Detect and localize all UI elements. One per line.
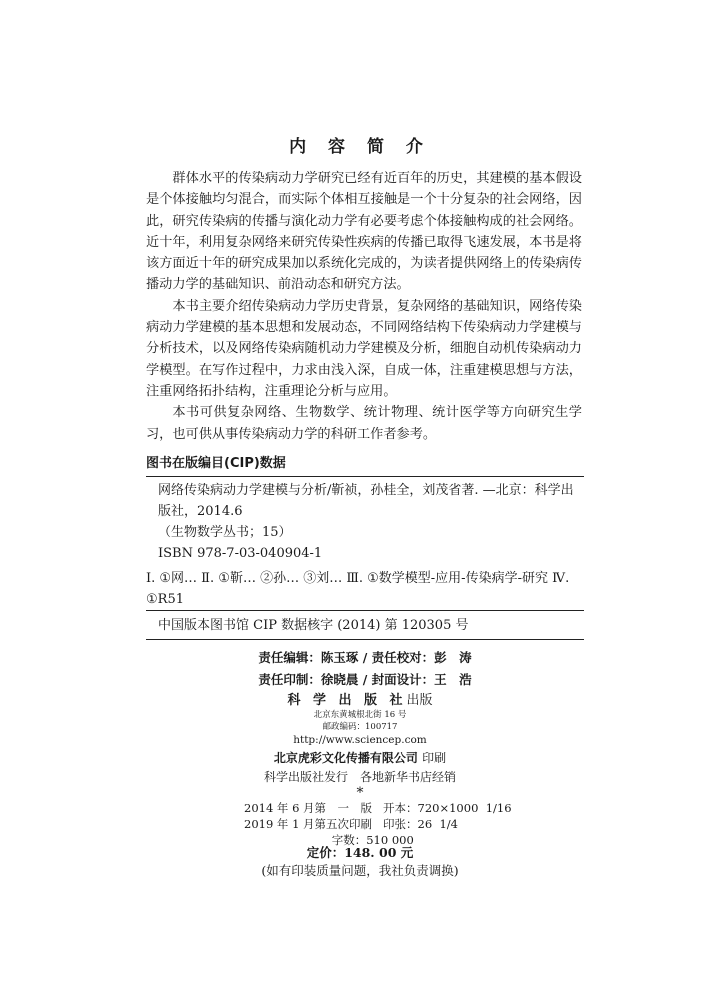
reprint: 2019 年 1 月第五次印刷 bbox=[244, 817, 373, 831]
quality-note: (如有印装质量问题，我社负责调换) bbox=[261, 863, 459, 878]
edition-block bbox=[244, 800, 512, 848]
publisher-address: 北京东黄城根北街 16 号 bbox=[313, 710, 407, 720]
cip-heading: 图书在版编目(CIP)数据 bbox=[146, 452, 584, 477]
edition-row-1 bbox=[244, 800, 512, 816]
cover-designer-name: 王 浩 bbox=[434, 672, 472, 687]
sheets: 印张：26 1/4 bbox=[383, 817, 458, 831]
cip-series-line: （生物数学丛书；15） bbox=[158, 525, 292, 540]
edition-row-2 bbox=[244, 816, 512, 832]
credits-row-print: 责任印制：徐晓晨 / 封面设计：王 浩 bbox=[258, 672, 472, 687]
editor-label: 责任编辑： bbox=[258, 650, 321, 665]
proofreader-name: 彭 涛 bbox=[434, 650, 472, 665]
printer-line bbox=[0, 748, 720, 768]
intro-paragraph-3: 本书可供复杂网络、生物数学、统计物理、统计医学等方向研究生学习，也可供从事传染病动力学的科研工作者参考。 bbox=[146, 405, 582, 442]
price: 定价：148. 00 元 bbox=[306, 845, 414, 860]
cip-classification-line: Ⅰ. ①网… Ⅱ. ①靳… ②孙… ③刘… Ⅲ. ①数学模型-应用-传染病学-研究 Ⅳ. ①R51 bbox=[146, 571, 570, 607]
printer-name: 北京虎彩文化传播有限公司 bbox=[273, 751, 418, 765]
responsibility-credits bbox=[146, 647, 584, 691]
intro-paragraph-2: 本书主要介绍传染病动力学历史背景，复杂网络的基础知识，网络传染病动力学建模的基本思想和发展动态，不同网络结构下传染病动力学建模与分析技术，以及网络传染病随机动力学建模及分析，细胞自动机传染病动力学模型。在写作过程中，力求由浅入深，自成一体，注重建模思想与方法，注重网络拓扑结构，注重理论分析与应用。 bbox=[146, 298, 582, 399]
printer-suffix: 印刷 bbox=[422, 751, 447, 765]
cover-designer-label: 封面设计： bbox=[371, 672, 435, 687]
publisher-postcode: 邮政编码：100717 bbox=[322, 722, 398, 732]
word-count: 字数：510 000 bbox=[331, 833, 414, 847]
book-introduction bbox=[146, 168, 582, 445]
proofreader-label: 责任校对： bbox=[371, 650, 435, 665]
intro-paragraph-1: 群体水平的传染病动力学研究已经有近百年的历史，其建模的基本假设是个体接触均匀混合，而实际个体相互接触是一个十分复杂的社会网络，因此，研究传染病的传播与演化动力学有必要考虑个体接触构成的社会网络。近十年，利用复杂网络来研究传染性疾病的传播已取得飞速发展，本书是将该方面近十年的研究成果加以系统化完成的，为读者提供网络上的传染病传播动力学的基础知识、前沿动态和研究方法。 bbox=[146, 171, 582, 293]
cip-title-line: 网络传染病动力学建模与分析/靳祯，孙桂全，刘茂省著. —北京：科学出版社，2014.6 bbox=[158, 483, 574, 519]
cip-block bbox=[146, 480, 584, 640]
editor-name: 陈玉琢 bbox=[320, 650, 359, 665]
separator-star: * bbox=[356, 785, 364, 801]
cip-isbn-line: ISBN 978-7-03-040904-1 bbox=[158, 546, 323, 561]
print-manager-name: 徐晓晨 bbox=[320, 672, 359, 687]
distribution-line: 科学出版社发行 各地新华书店经销 bbox=[263, 770, 456, 784]
page-title: 内 容 简 介 bbox=[289, 137, 431, 157]
credits-row-editor: 责任编辑：陈玉琢 / 责任校对：彭 涛 bbox=[258, 650, 472, 665]
publisher-suffix: 出版 bbox=[406, 693, 433, 708]
publisher-name: 科 学 出 版 社出版 bbox=[287, 693, 433, 708]
price-block bbox=[0, 844, 720, 880]
first-edition: 2014 年 6 月第 一 版 bbox=[244, 801, 373, 815]
cip-data-number: 中国版本图书馆 CIP 数据核字 (2014) 第 120305 号 bbox=[158, 618, 469, 633]
publisher-url: http://www.sciencep.com bbox=[293, 734, 427, 746]
print-manager-label: 责任印制： bbox=[258, 672, 321, 687]
publisher-block bbox=[0, 692, 720, 799]
format: 开本：720×1000 1/16 bbox=[383, 801, 512, 815]
